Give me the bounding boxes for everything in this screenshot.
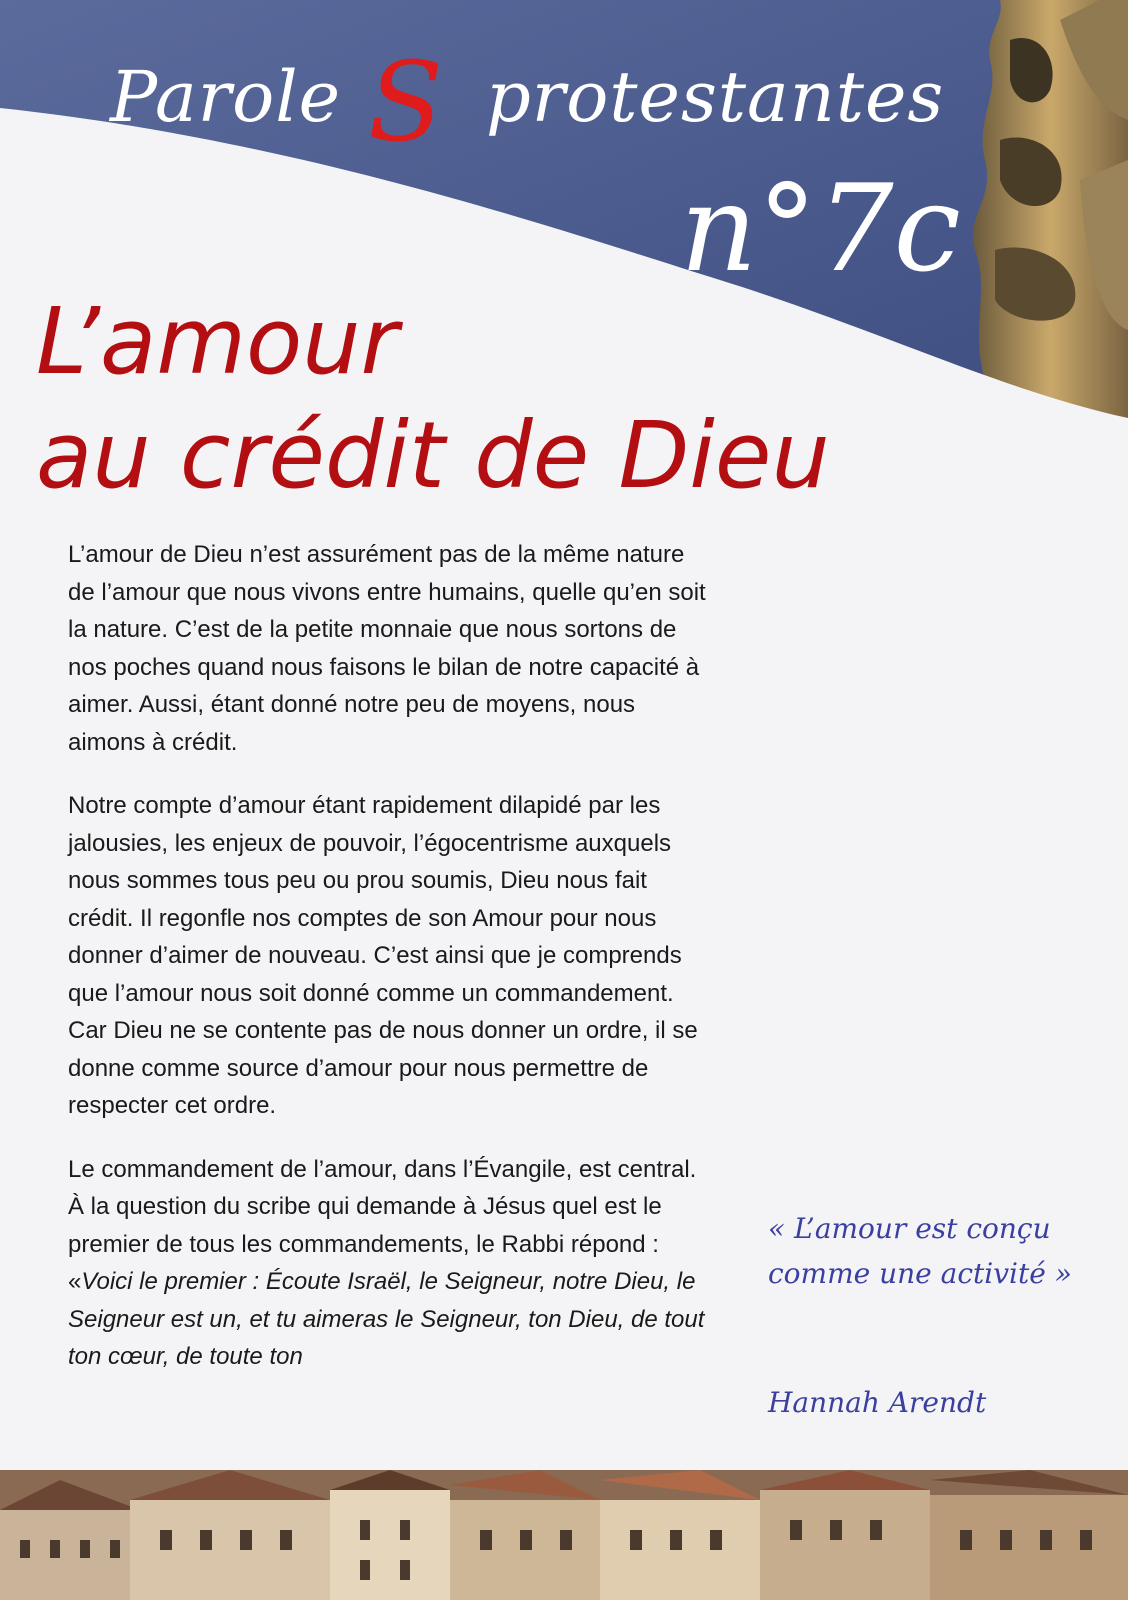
pull-quote: « L’amour est conçu comme une activité » xyxy=(768,1212,1072,1290)
masthead-word-parole: Parole xyxy=(110,56,342,138)
body-paragraph-1: L’amour de Dieu n’est assurément pas de la même nature de l’amour que nous vivons entre humains, quelle qu’en soit la nature. C’est de la petite monnaie que nous sortons de nos poches quand nous faisons le bilan de notre capacité à aimer. Aussi, étant donné notre peu de moyens, nous aimons à crédit. xyxy=(68,541,706,756)
masthead-red-s: S xyxy=(368,38,444,166)
issue-number: n°7c xyxy=(680,160,961,299)
body-paragraph-3-quote: Voici le premier : Écoute Israël, le Seigneur, notre Dieu, le Seigneur est un, et tu aimeras le Seigneur, ton Dieu, de tout ton cœur, de toute ton xyxy=(68,1268,705,1370)
footer-city-rooftops-image xyxy=(0,1470,1128,1600)
article-body xyxy=(68,536,716,1402)
body-paragraph-3-text: Le commandement de l’amour, dans l’Évangile, est central. À la question du scribe qui demande à Jésus quel est le premier de tous les commandements, le Rabbi répond : « xyxy=(68,1155,697,1295)
body-paragraph-2: Notre compte d’amour étant rapidement dilapidé par les jalousies, les enjeux de pouvoir, l’égocentrisme auxquels nous sommes tous peu ou prou soumis, Dieu nous fait crédit. Il regonfle nos comptes de son Amour pour nous donner d’aimer de nouveau. C’est ainsi que je comprends que l’amour nous soit donné comme un commandement. Car Dieu ne se contente pas de nous donner un ordre, il se donne comme source d’amour pour nous permettre de respecter cet ordre. xyxy=(68,792,698,1119)
pull-quote-author: Hannah Arendt xyxy=(768,1386,987,1419)
body-paragraph-3 xyxy=(68,1151,716,1376)
masthead-word-protestantes: protestantes xyxy=(486,56,945,138)
article-title-line-1: L’amour xyxy=(36,288,399,395)
gargoyle-sculpture-image xyxy=(973,0,1128,420)
article-title-line-2: au crédit de Dieu xyxy=(36,402,830,509)
